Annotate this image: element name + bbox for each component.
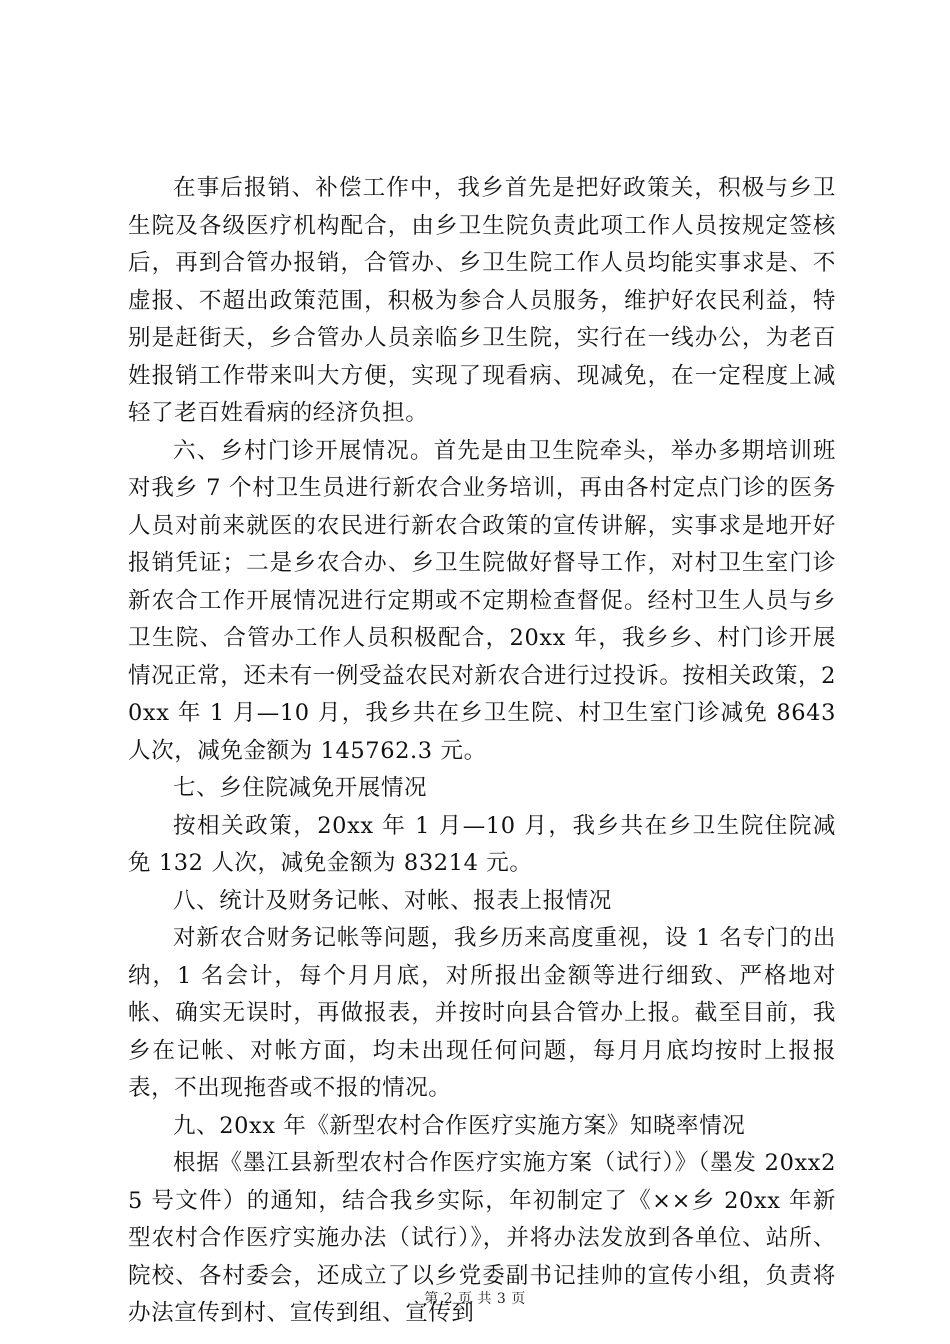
- paragraph-section-7-hospitalization: 按相关政策，20xx 年 1 月—10 月，我乡共在乡卫生院住院减免 132 人次，减免金额为 83214 元。: [128, 812, 836, 876]
- heading-section-7-hospitalization: 七、乡住院减免开展情况: [173, 775, 428, 801]
- paragraph-reimbursement-work: 在事后报销、补偿工作中，我乡首先是把好政策关，积极与乡卫生院及各级医疗机构配合，由乡卫生院负责此项工作人员按规定签核后，再到合管办报销，合管办、乡卫生院工作人员均能实事求是、不虚报、不超出政策范围，积极为参合人员服务，维护好农民利益，特别是赶街天，乡合管办人员亲临乡卫生院，实行在一线办公，为老百姓报销工作带来叫大方便，实现了现看病、现减免，在一定程度上减轻了老百姓看病的经济负担。: [128, 175, 836, 426]
- paragraph-section-6-outpatient: 六、乡村门诊开展情况。首先是由卫生院牵头，举办多期培训班对我乡 7 个村卫生员进行新农合业务培训，再由各村定点门诊的医务人员对前来就医的农民进行新农合政策的宣传讲解，实事求是地开好报销凭证；二是乡农合办、乡卫生院做好督导工作，对村卫生室门诊新农合工作开展情况进行定期或不定期检查督促。经村卫生人员与乡卫生院、合管办工作人员积极配合，20xx 年，我乡乡、村门诊开展情况正常，还未有一例受益农民对新农合进行过投诉。按相关政策，20xx 年 1 月—10 月，我乡共在乡卫生院、村卫生室门诊减免 8643 人次，减免金额为 145762.3 元。: [128, 437, 836, 764]
- page-number-footer: 第 2 页 共 3 页: [424, 1291, 526, 1307]
- heading-section-9-awareness: 九、20xx 年《新型农村合作医疗实施方案》知晓率情况: [173, 1112, 746, 1139]
- document-body: [128, 170, 836, 1333]
- paragraph-section-8-accounting: 对新农合财务记帐等问题，我乡历来高度重视，设 1 名专门的出纳，1 名会计，每个月月底，对所报出金额等进行细致、严格地对帐、确实无误时，再做报表，并按时向县合管办上报。截至目前，我乡在记帐、对帐方面，均未出现任何问题，每月月底均按时上报报表，不出现拖沓或不报的情况。: [128, 925, 836, 1101]
- heading-section-8-accounting: 八、统计及财务记帐、对帐、报表上报情况: [173, 887, 612, 914]
- paragraph-section-9-awareness: 根据《墨江县新型农村合作医疗实施方案（试行）》（墨发 20xx25 号文件）的通知，结合我乡实际，年初制定了《××乡 20xx 年新型农村合作医疗实施办法（试行）》，并将办法发放到各单位、站所、院校、各村委会，还成立了以乡党委副书记挂帅的宣传小组，负责将办法宣传到村、宣传到组、宣传到: [128, 1150, 836, 1326]
